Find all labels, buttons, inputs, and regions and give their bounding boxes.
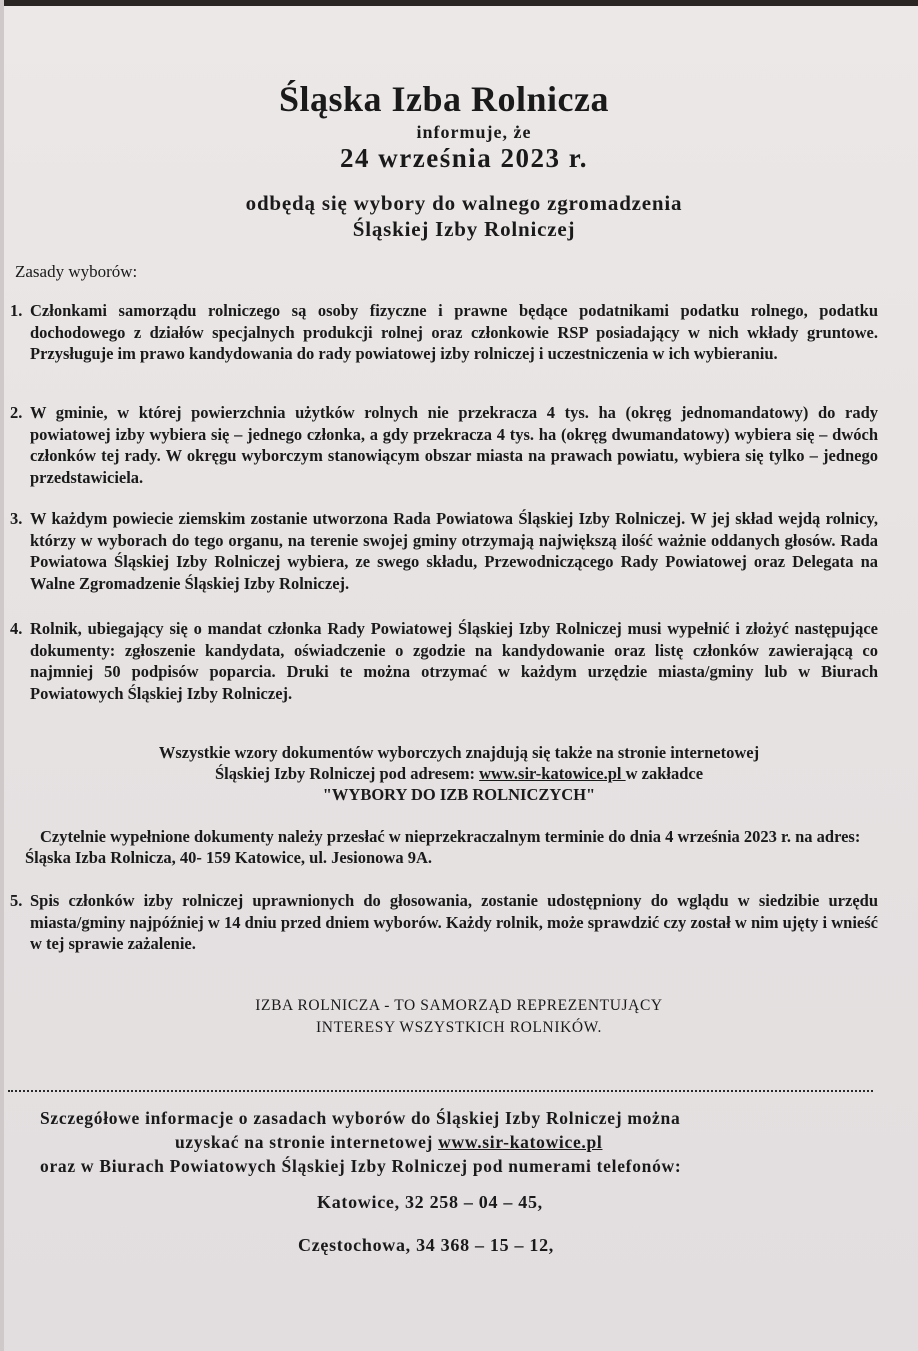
header [0,78,918,242]
footer-line-2-prefix: uzyskać na stronie internetowej [175,1132,439,1152]
subtitle [10,190,918,242]
website-notice [0,742,918,805]
rule-number: 5. [10,891,23,910]
rule-number: 4. [10,619,23,638]
organization-title: Śląska Izba Rolnicza [278,79,610,119]
rule-number: 3. [10,509,23,528]
website-notice-suffix: w zakładce [625,764,704,783]
website-link[interactable]: www.sir-katowice.pl [479,764,626,783]
rule-item-2 [10,402,878,488]
rule-number: 2. [10,403,23,422]
dotted-separator [8,1090,873,1092]
website-notice-line-2 [0,763,918,784]
footer-line-3: oraz w Biurach Powiatowych Śląskiej Izby Rolniczej pod numerami telefonów: [40,1156,682,1176]
subtitle-line-1: odbędą się wybory do walnego zgromadzenia [245,191,683,215]
slogan [0,995,918,1039]
rule-item-3 [10,508,878,594]
website-notice-prefix: Śląskiej Izby Rolniczej pod adresem: [214,764,480,783]
footer-website-link[interactable]: www.sir-katowice.pl [438,1132,603,1152]
rule-item-1 [10,300,878,365]
rule-item-5 [10,890,878,955]
rules-heading: Zasady wyborów: [15,262,138,281]
top-edge [0,0,918,6]
subtitle-line-2: Śląskiej Izby Rolniczej [352,217,576,241]
election-date: 24 września 2023 r. [340,143,588,173]
rule-text: Członkami samorządu rolniczego są osoby fizyczne i prawne będące podatnikami podatku rolnego, podatku dochodowego z działów specjalnych produkcji rolnej oraz członkowie RSP posiadający w nich wkłady gruntowe. Przysługuje im prawo kandydowania do rady powiatowej izby rolniczej i uczestniczenia w ich wybieraniu. [30,301,878,363]
slogan-line-2: INTERESY WSZYSTKICH ROLNIKÓW. [316,1019,602,1036]
phone-katowice: Katowice, 32 258 – 04 – 45, [317,1192,543,1212]
rule-text: Spis członków izby rolniczej uprawnionych do głosowania, zostanie udostępniony do wglądu w siedzibie urzędu miasta/gminy najpóźniej w 14 dniu przed dniem wyborów. Każdy rolnik, może sprawdzić czy został w nim ujęty i wnieść w tej sprawie zażalenie. [30,891,878,953]
footer-info [0,1106,918,1178]
informs-line: informuje, że [416,122,532,142]
elections-tab-name: "WYBORY DO IZB ROLNICZYCH" [322,785,596,804]
rule-text: W każdym powiecie ziemskim zostanie utworzona Rada Powiatowa Śląskiej Izby Rolniczej. W jej skład wejdą rolnicy, którzy w wyborach do tego organu, na terenie swojej gminy otrzymają największą ilość ważnie oddanych głosów. Rada Powiatowa Śląskiej Izby Rolniczej wybiera, ze swego składu, Przewodniczącego Rady Powiatowej oraz Delegata na Walne Zgromadzenie Śląskiej Izby Rolniczej. [30,509,878,593]
rule-text: W gminie, w której powierzchnia użytków rolnych nie przekracza 4 tys. ha (okręg jednomandatowy) do rady powiatowej izby wybiera się – jednego członka, a gdy przekracza 4 tys. ha (okręg dwumandatowy) wybiera się – dwóch członków tej rady. W okręgu wyborczym stanowiącym obszar miasta na prawach powiatu, wybiera się tylko – jednego przedstawiciela. [30,403,878,487]
footer-line-2 [0,1130,918,1154]
rule-number: 1. [10,301,23,320]
rule-text: Rolnik, ubiegający się o mandat członka Rady Powiatowej Śląskiej Izby Rolniczej musi wypełnić i złożyć następujące dokumenty: zgłoszenie kandydata, oświadczenie o zgodzie na kandydowanie oraz listę członków zawierającą co najmniej 50 podpisów poparcia. Druki te można otrzymać w każdym urzędzie miasta/gminy lub w Biurach Powiatowych Śląskiej Izby Rolniczej. [30,619,878,703]
rule-item-4 [10,618,878,704]
slogan-line-1: IZBA ROLNICZA - TO SAMORZĄD REPREZENTUJĄCY [255,997,663,1014]
website-notice-line-1: Wszystkie wzory dokumentów wyborczych znajdują się także na stronie internetowej [158,743,760,762]
phone-czestochowa: Częstochowa, 34 368 – 15 – 12, [298,1235,554,1255]
deadline-notice: Czytelnie wypełnione dokumenty należy przesłać w nieprzekraczalnym terminie do dnia 4 września 2023 r. na adres: Śląska Izba Rolnicza, 40- 159 Katowice, ul. Jesionowa 9A. [25,827,861,867]
footer-line-1: Szczegółowe informacje o zasadach wyborów do Śląskiej Izby Rolniczej można [40,1108,681,1128]
